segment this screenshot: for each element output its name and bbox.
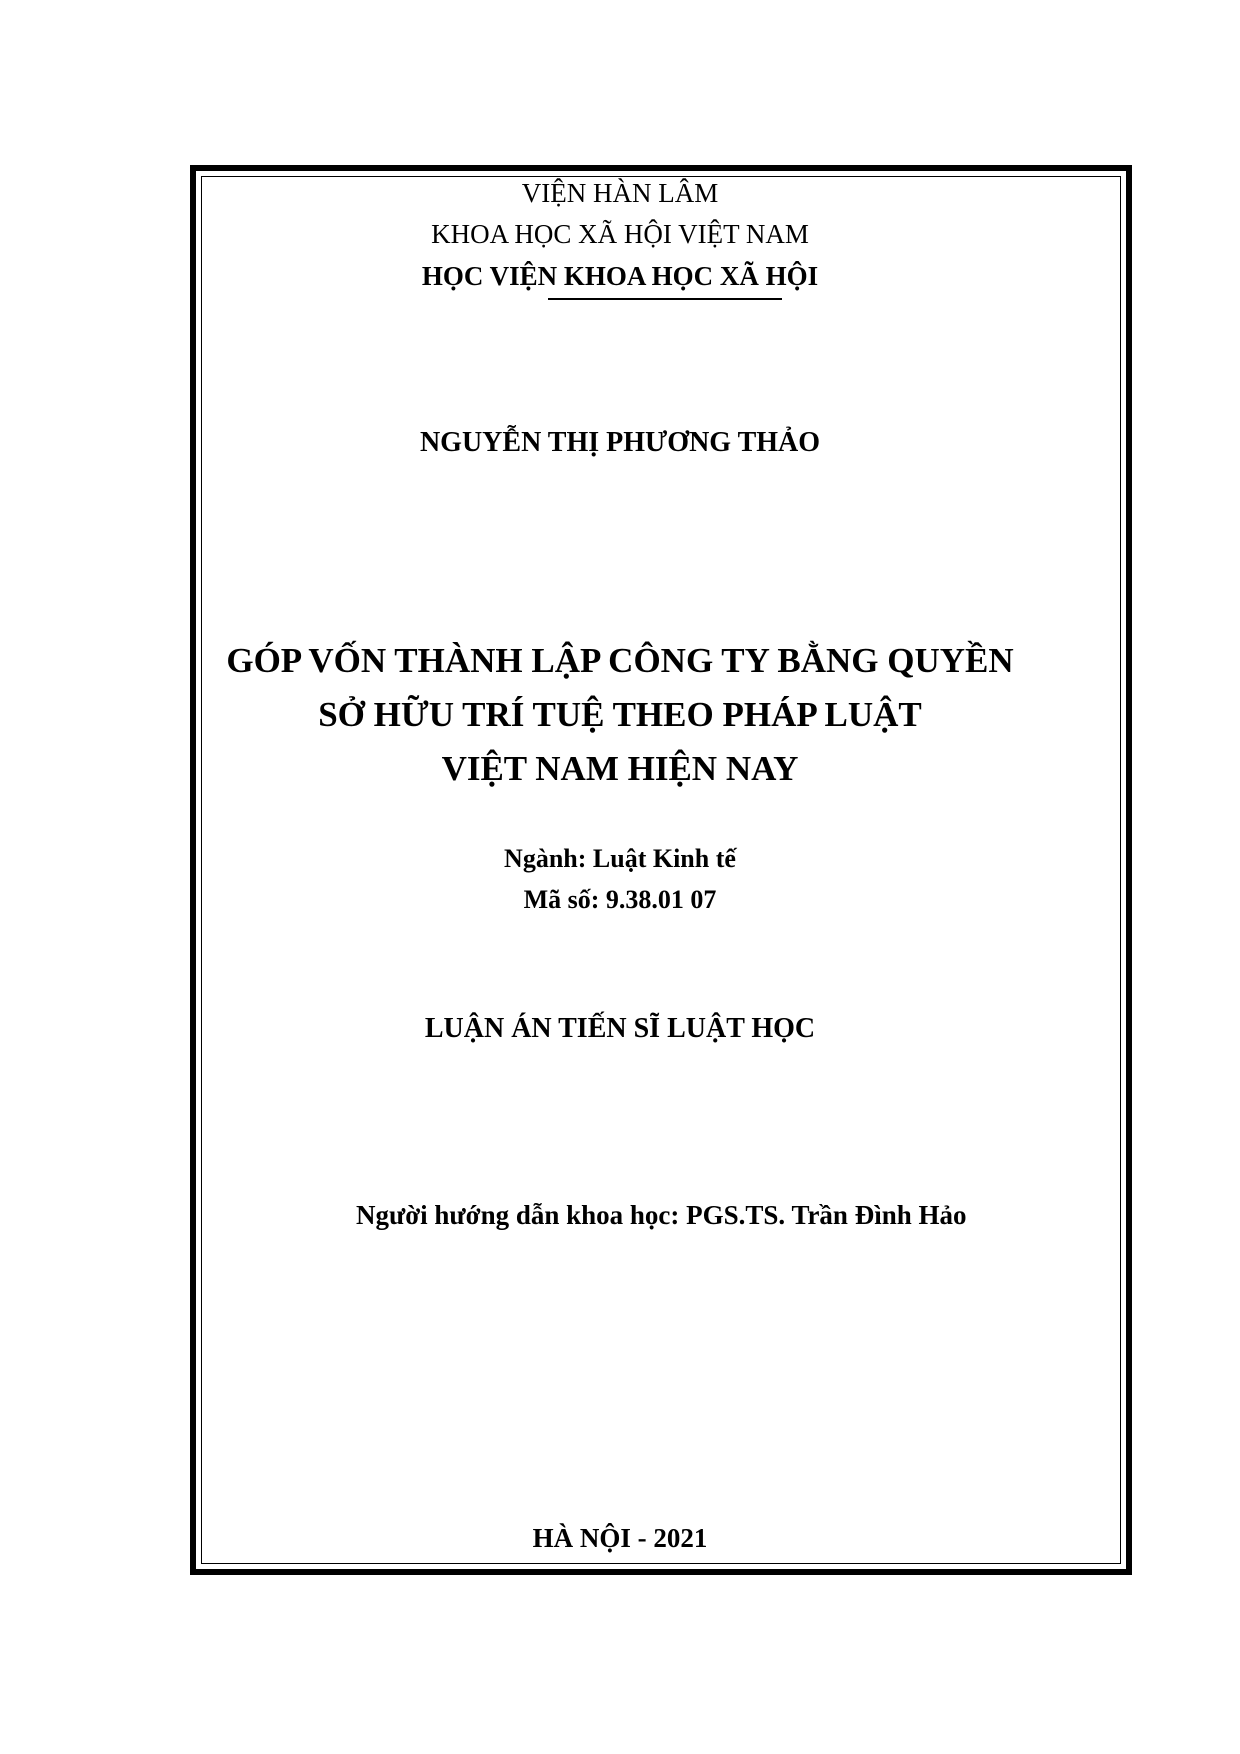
place-year: HÀ NỘI - 2021: [532, 1523, 708, 1553]
institution-line-2: KHOA HỌC XÃ HỘI VIỆT NAM: [431, 219, 809, 249]
author-name: NGUYỄN THỊ PHƯƠNG THẢO: [419, 427, 821, 458]
thesis-title-line-2: SỞ HỮU TRÍ TUỆ THEO PHÁP LUẬT: [318, 695, 922, 734]
institution-line-3: HỌC VIỆN KHOA HỌC XÃ HỘI: [421, 261, 819, 291]
degree-label: LUẬN ÁN TIẾN SĨ LUẬT HỌC: [424, 1013, 816, 1044]
code-label: Mã số: 9.38.01 07: [523, 885, 717, 914]
advisor-label: Người hướng dẫn khoa học: PGS.TS. Trần Đình Hảo: [356, 1200, 967, 1230]
institution-line-1: VIỆN HÀN LÂM: [521, 178, 719, 208]
header-underline: [548, 298, 782, 300]
thesis-title-line-3: VIỆT NAM HIỆN NAY: [441, 749, 799, 788]
thesis-title-line-1: GÓP VỐN THÀNH LẬP CÔNG TY BẰNG QUYỀN: [226, 641, 1014, 680]
major-label: Ngành: Luật Kinh tế: [504, 844, 736, 873]
